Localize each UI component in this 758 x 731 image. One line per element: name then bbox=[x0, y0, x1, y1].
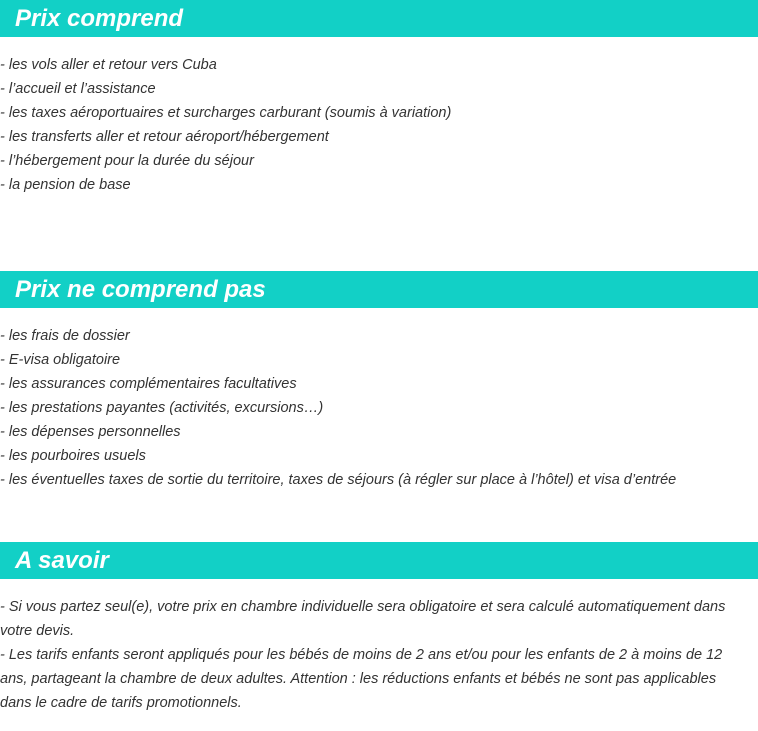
list-item: - les éventuelles taxes de sortie du territoire, taxes de séjours (à régler sur place à l’hôtel) et visa d’entrée bbox=[0, 472, 677, 488]
list-item: - l’accueil et l’assistance bbox=[0, 81, 156, 97]
paragraph-child-rates: - Les tarifs enfants seront appliqués pour les bébés de moins de 2 ans et/ou pour les enfants de 2 à moins de 12 ans, partageant la chambre de deux adultes. Attention : les réductions enfants et bébés ne sont pas applicables dans le cadre de tarifs promotionnels. bbox=[0, 647, 723, 711]
section-title-good-to-know: A savoir bbox=[0, 542, 758, 579]
section-good-to-know bbox=[0, 542, 758, 715]
list-item: - l’hébergement pour la durée du séjour bbox=[0, 153, 254, 169]
section-title-price-excludes: Prix ne comprend pas bbox=[0, 271, 758, 308]
list-item: - les taxes aéroportuaires et surcharges carburant (soumis à variation) bbox=[0, 105, 452, 121]
list-item: - les transferts aller et retour aéroport/hébergement bbox=[0, 129, 329, 145]
section-price-excludes bbox=[0, 271, 758, 492]
section-price-includes bbox=[0, 0, 758, 197]
list-item: - les prestations payantes (activités, excursions…) bbox=[0, 400, 324, 416]
list-item: - les dépenses personnelles bbox=[0, 424, 181, 440]
list-item: - les frais de dossier bbox=[0, 328, 130, 344]
list-item: - la pension de base bbox=[0, 177, 131, 193]
list-item: - les pourboires usuels bbox=[0, 448, 146, 464]
list-item: - les assurances complémentaires facultatives bbox=[0, 376, 297, 392]
price-excludes-list bbox=[0, 324, 758, 492]
list-item: - E-visa obligatoire bbox=[0, 352, 121, 368]
section-title-price-includes: Prix comprend bbox=[0, 0, 758, 37]
good-to-know-body bbox=[0, 595, 758, 715]
list-item: - les vols aller et retour vers Cuba bbox=[0, 57, 217, 73]
price-includes-list bbox=[0, 53, 758, 197]
paragraph-solo-traveler: - Si vous partez seul(e), votre prix en chambre individuelle sera obligatoire et sera calculé automatiquement dans votre devis. bbox=[0, 599, 726, 639]
